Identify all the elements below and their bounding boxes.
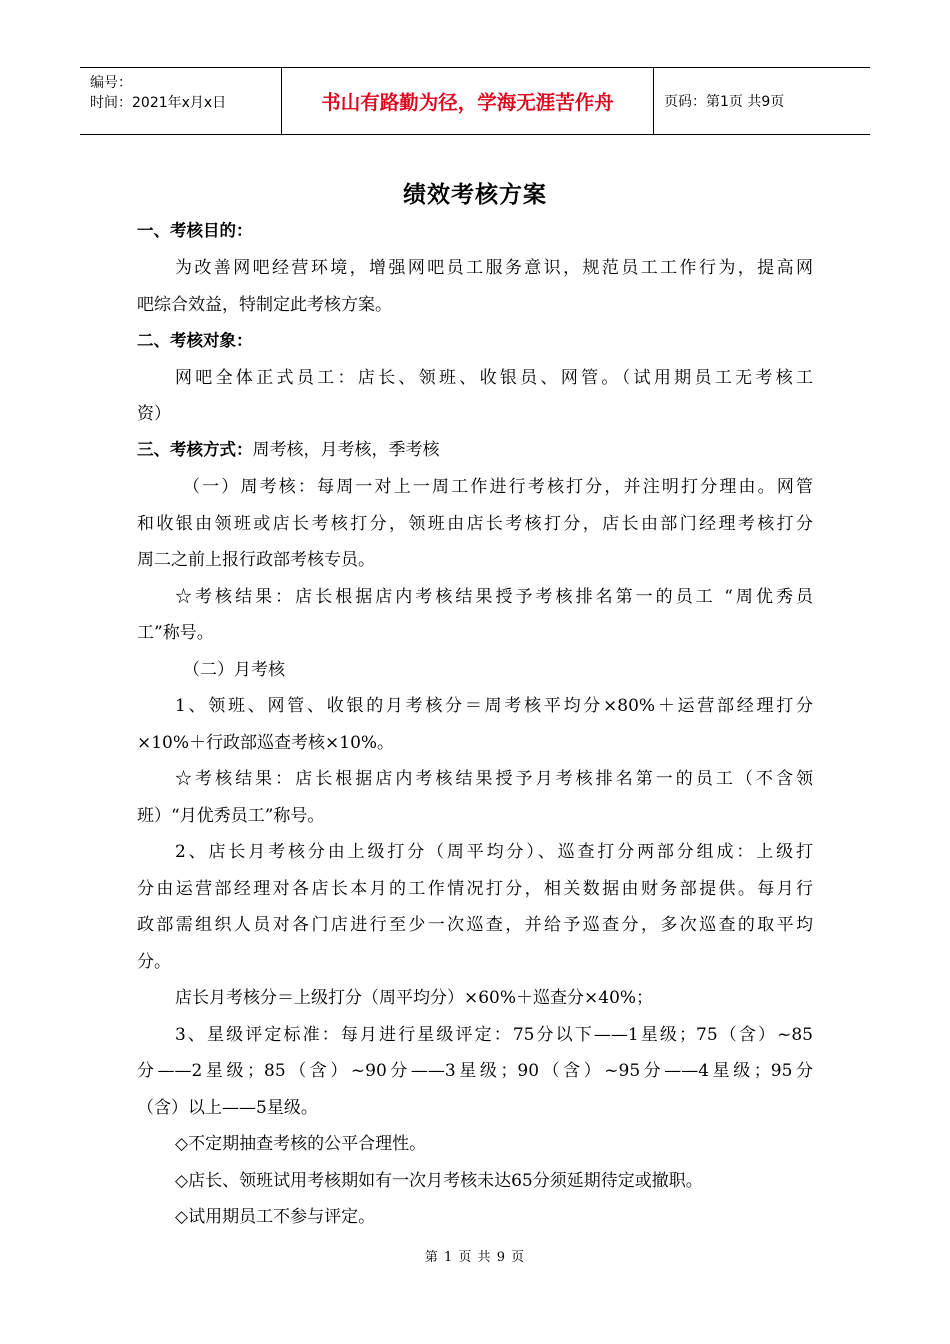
paragraph-line: 2、店长月考核分由上级打分（周平均分）、巡查打分两部分组成：上级打: [175, 842, 813, 862]
header-motto-cell: [282, 68, 654, 134]
paragraph-line: 分由运营部经理对各店长本月的工作情况打分，相关数据由财务部提供。每月行: [137, 879, 813, 899]
subsection-heading-monthly: （二）月考核: [183, 660, 285, 680]
page-footer: 第 1 页 共 9 页: [424, 1250, 526, 1265]
paragraph-line: ☆考核结果：店长根据店内考核结果授予月考核排名第一的员工（不含领: [175, 769, 813, 789]
header-page-info: 页码：第1页 共9页: [664, 94, 785, 110]
header-page-cell: [654, 68, 870, 134]
header-meta-cell: [80, 68, 282, 134]
paragraph-line: 吧综合效益，特制定此考核方案。: [137, 295, 392, 315]
note-item: ◇店长、领班试用考核期如有一次月考核未达65分须延期待定或撤职。: [175, 1171, 703, 1191]
paragraph-line: 网吧全体正式员工：店长、领班、收银员、网管。（试用期员工无考核工: [175, 368, 813, 388]
paragraph-line: 班）“月优秀员工”称号。: [137, 806, 325, 826]
paragraph-line: 为改善网吧经营环境，增强网吧员工服务意识，规范员工工作行为，提高网: [175, 258, 813, 278]
paragraph-line: 分——2星级；85（含）~90分——3星级；90（含）~95分——4星级；95分: [137, 1061, 813, 1081]
section-heading-method-row: [137, 439, 440, 461]
paragraph-line: 1、领班、网管、收银的月考核分＝周考核平均分×80%＋运营部经理打分: [175, 696, 813, 716]
section-heading-method: 三、考核方式：: [137, 440, 253, 459]
paragraph-line: 和收银由领班或店长考核打分，领班由店长考核打分，店长由部门经理考核打分: [137, 514, 813, 534]
note-item: ◇不定期抽查考核的公平合理性。: [175, 1134, 427, 1154]
paragraph-line: 工”称号。: [137, 623, 214, 643]
paragraph-line: （一）周考核：每周一对上一周工作进行考核打分，并注明打分理由。网管: [183, 477, 813, 497]
method-list: 周考核，月考核，季考核: [252, 440, 440, 460]
paragraph-line: ×10%＋行政部巡查考核×10%。: [137, 733, 395, 753]
document-title: 绩效考核方案: [403, 182, 547, 208]
paragraph-line: 周二之前上报行政部考核专员。: [137, 550, 375, 570]
time-label: 时间：2021年x月x日: [90, 95, 227, 111]
paragraph-line: 资）: [137, 404, 171, 424]
paragraph-line: （含）以上——5星级。: [137, 1098, 318, 1118]
section-heading-target: 二、考核对象：: [137, 331, 253, 350]
header-motto: 书山有路勤为径，学海无涯苦作舟: [321, 91, 614, 114]
note-item: ◇试用期员工不参与评定。: [175, 1207, 376, 1227]
section-heading-purpose: 一、考核目的：: [137, 221, 253, 240]
paragraph-line: ☆考核结果：店长根据店内考核结果授予考核排名第一的员工 “周优秀员: [175, 587, 813, 607]
paragraph-line: 分。: [137, 952, 171, 972]
document-header: [80, 67, 870, 135]
formula-line: 店长月考核分＝上级打分（周平均分）×60%＋巡查分×40%；: [175, 988, 654, 1008]
serial-label: 编号：: [90, 75, 132, 91]
paragraph-line: 政部需组织人员对各门店进行至少一次巡查，并给予巡查分，多次巡查的取平均: [137, 915, 813, 935]
paragraph-line: 3、星级评定标准：每月进行星级评定：75分以下——1星级；75（含）~85: [175, 1025, 813, 1045]
